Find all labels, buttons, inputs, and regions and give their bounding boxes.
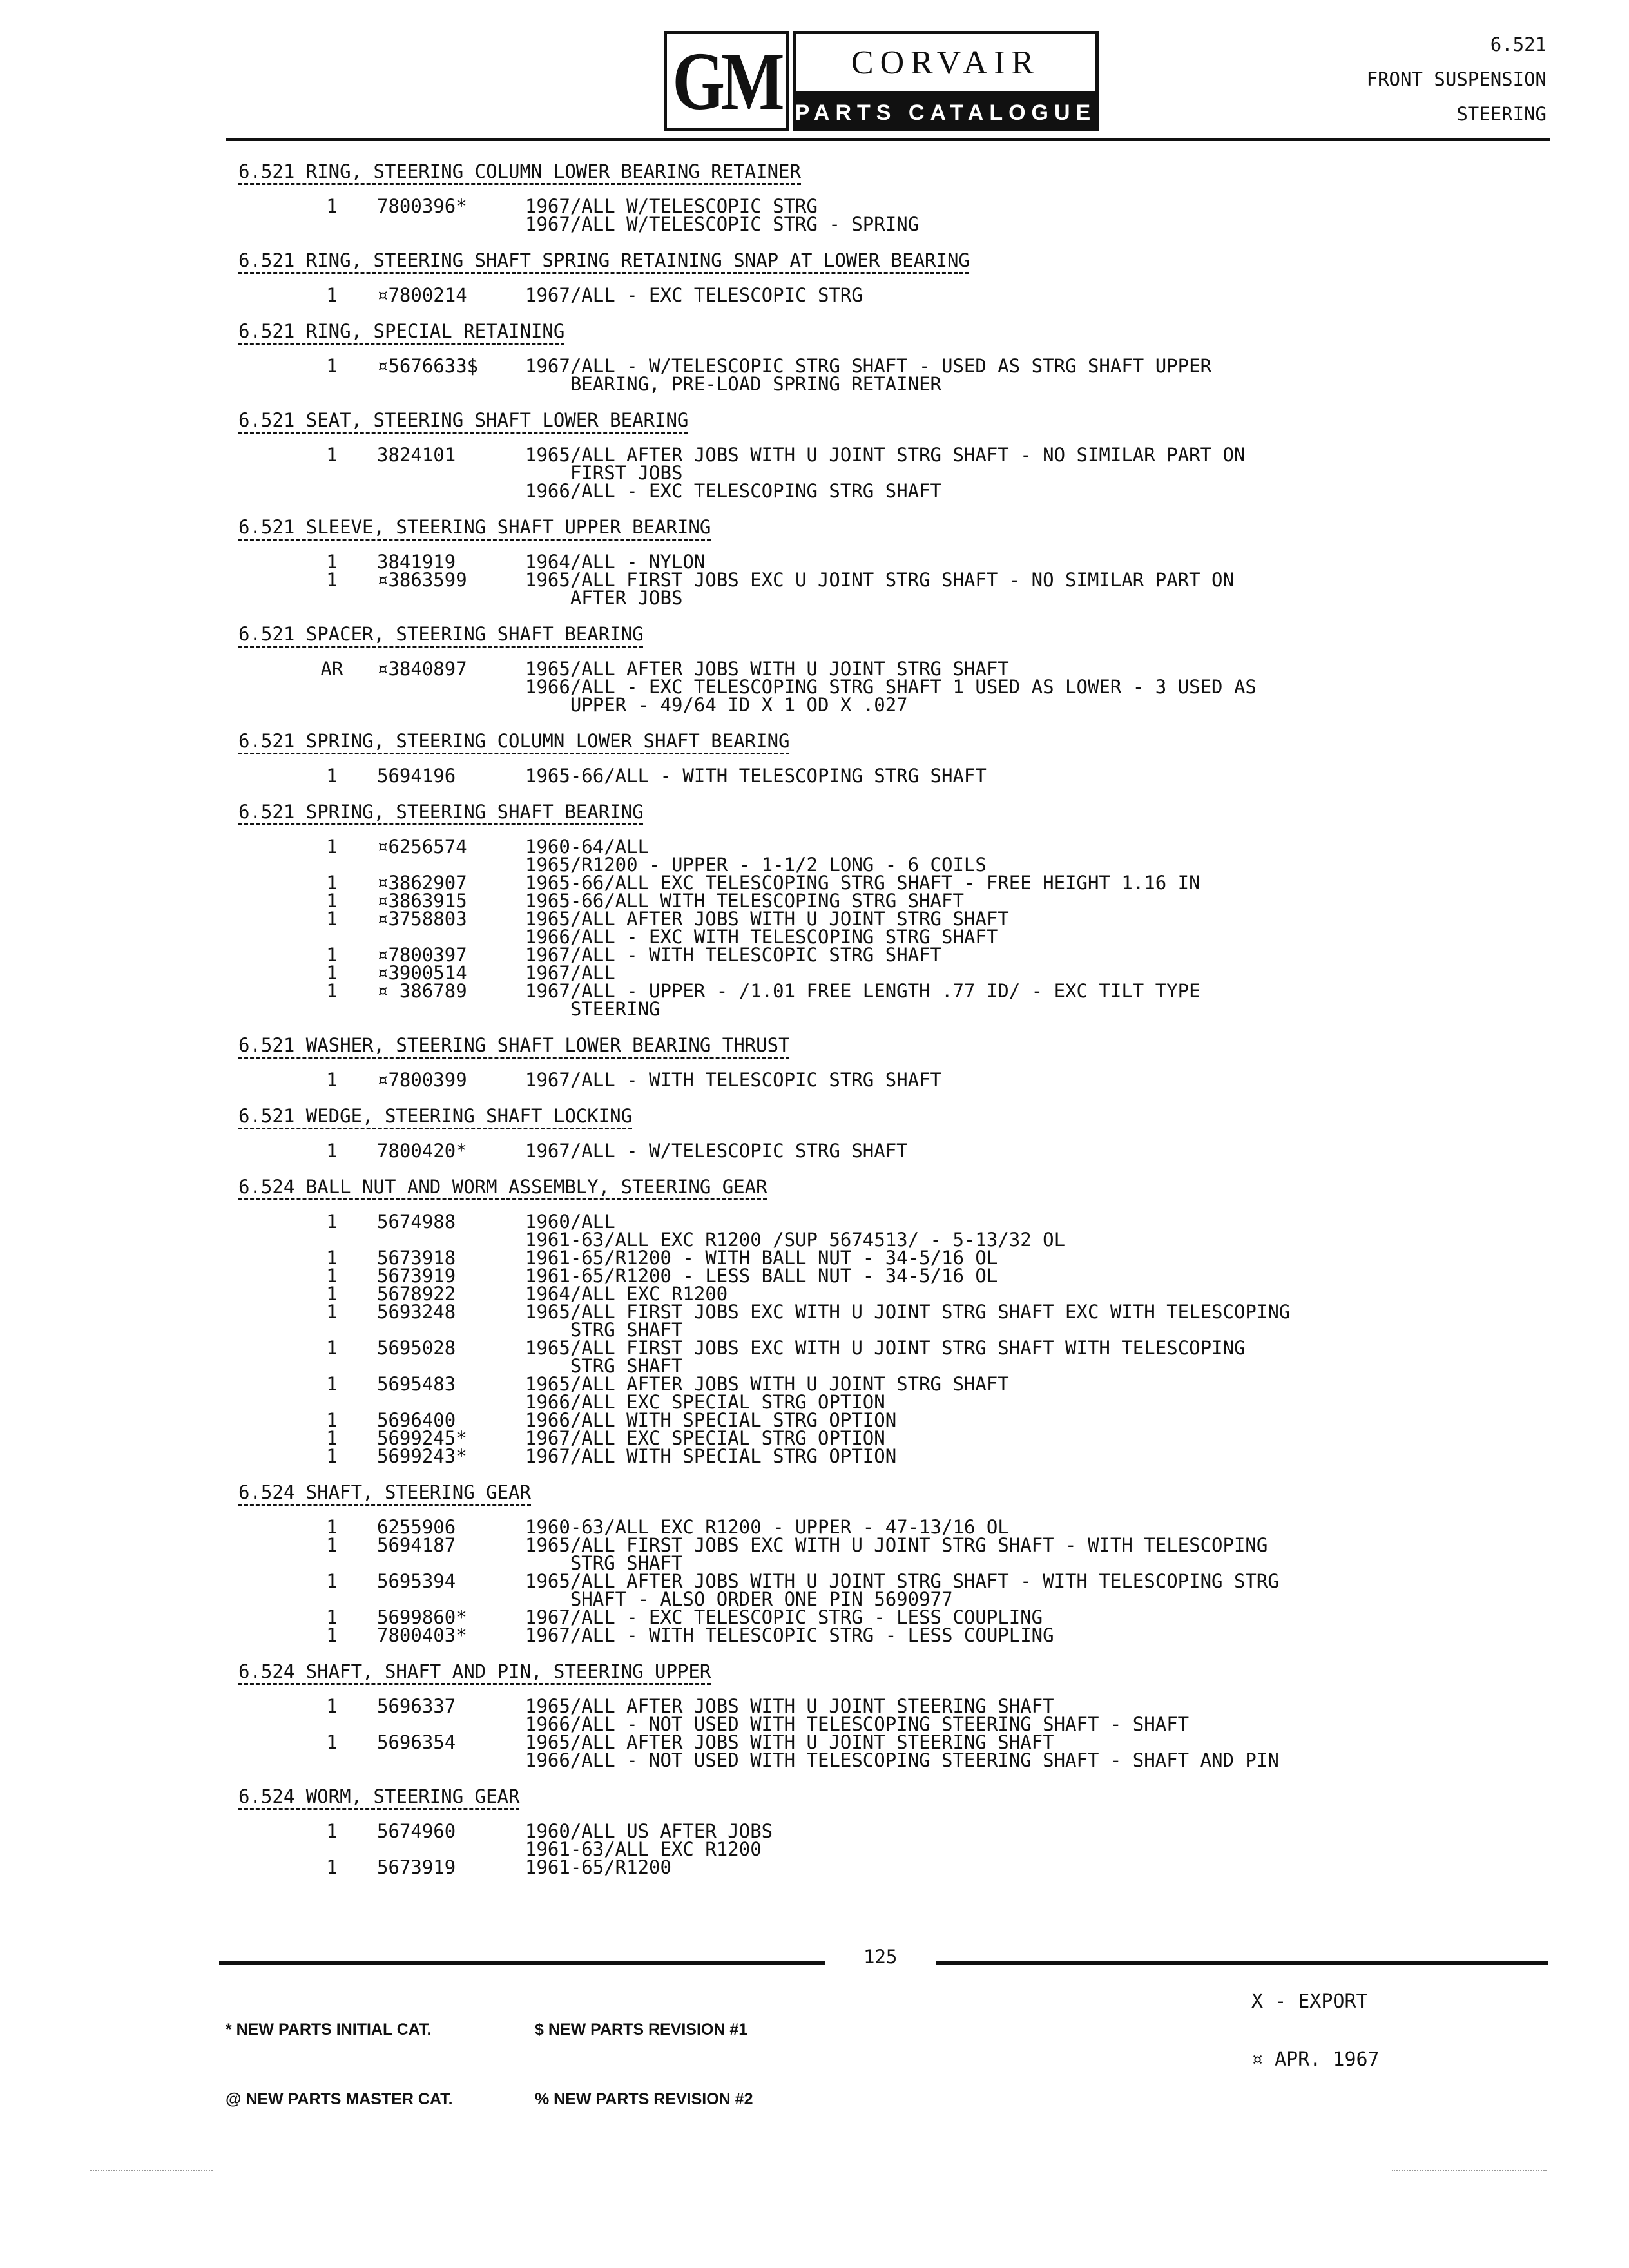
- entry-quantity: 1: [326, 1427, 338, 1449]
- entry-quantity: 1: [326, 1820, 338, 1842]
- section-underline: [238, 646, 643, 648]
- entry-description: 1965-66/ALL WITH TELESCOPING STRG SHAFT: [525, 890, 964, 912]
- entry-quantity: 1: [326, 1570, 338, 1592]
- entry-quantity: 1: [326, 1731, 338, 1753]
- entry-description: STRG SHAFT: [525, 1319, 683, 1341]
- entry-part-number: ¤7800399: [377, 1069, 467, 1091]
- entry-part-number: ¤3900514: [377, 962, 467, 984]
- entry-quantity: 1: [326, 1265, 338, 1287]
- entry-description: 1960/ALL US AFTER JOBS: [525, 1820, 773, 1842]
- entry-quantity: 1: [326, 1856, 338, 1878]
- entry-description: STRG SHAFT: [525, 1552, 683, 1574]
- entry-part-number: ¤3862907: [377, 872, 467, 894]
- entry-description: 1965/ALL AFTER JOBS WITH U JOINT STRG SHAFT - NO SIMILAR PART ON: [525, 444, 1246, 466]
- entry-description: 1966/ALL - NOT USED WITH TELESCOPING STEERING SHAFT - SHAFT AND PIN: [525, 1749, 1279, 1771]
- entry-quantity: 1: [326, 944, 338, 966]
- entry-description: 1967/ALL W/TELESCOPIC STRG: [525, 195, 818, 217]
- entry-description: 1961-63/ALL EXC R1200: [525, 1838, 762, 1860]
- legend-export-date: [1251, 1954, 1380, 2108]
- entry-quantity: 1: [326, 1069, 338, 1091]
- entry-description: STRG SHAFT: [525, 1355, 683, 1377]
- entry-part-number: ¤7800397: [377, 944, 467, 966]
- entry-quantity: 1: [326, 836, 338, 858]
- section-title: 6.521 RING, SPECIAL RETAINING: [238, 320, 565, 342]
- section-underline: [238, 1198, 767, 1200]
- entry-part-number: 5674960: [377, 1820, 456, 1842]
- entry-quantity: 1: [326, 890, 338, 912]
- section-title: 6.524 SHAFT, STEERING GEAR: [238, 1481, 531, 1503]
- entry-quantity: AR: [320, 658, 343, 680]
- entry-description: 1965/ALL AFTER JOBS WITH U JOINT STEERING SHAFT: [525, 1731, 1054, 1753]
- section-title: 6.524 BALL NUT AND WORM ASSEMBLY, STEERING GEAR: [238, 1176, 767, 1198]
- entry-part-number: ¤3758803: [377, 908, 467, 930]
- entry-part-number: 5693248: [377, 1301, 456, 1323]
- entry-quantity: 1: [326, 765, 338, 787]
- entry-quantity: 1: [326, 355, 338, 377]
- entry-part-number: 5695394: [377, 1570, 456, 1592]
- entry-description: 1967/ALL - EXC TELESCOPIC STRG - LESS COUPLING: [525, 1606, 1043, 1628]
- entry-part-number: 5673919: [377, 1856, 456, 1878]
- entry-description: 1965/ALL AFTER JOBS WITH U JOINT STRG SHAFT: [525, 658, 1009, 680]
- entry-part-number: 5673918: [377, 1247, 456, 1269]
- entry-part-number: 7800420*: [377, 1140, 467, 1162]
- entry-quantity: 1: [326, 1140, 338, 1162]
- legend-item: X - EXPORT: [1251, 1990, 1368, 2013]
- section-underline: [238, 753, 789, 754]
- scan-artifact-right: [1392, 2170, 1547, 2171]
- brand-title: CORVAIR: [851, 44, 1041, 81]
- entry-description: 1966/ALL - NOT USED WITH TELESCOPING STEERING SHAFT - SHAFT: [525, 1713, 1190, 1735]
- section-underline: [238, 1504, 531, 1506]
- entry-quantity: 1: [326, 1516, 338, 1538]
- entry-description: 1966/ALL EXC SPECIAL STRG OPTION: [525, 1391, 885, 1413]
- section-underline: [238, 1128, 632, 1129]
- entry-part-number: 5699245*: [377, 1427, 467, 1449]
- entry-description: 1965/ALL FIRST JOBS EXC WITH U JOINT STRG SHAFT WITH TELESCOPING: [525, 1337, 1246, 1359]
- section-underline: [238, 1683, 711, 1685]
- group-title: FRONT SUSPENSION: [1366, 68, 1547, 90]
- entry-description: 1960/ALL: [525, 1211, 615, 1233]
- gm-logo-box: [664, 31, 789, 131]
- catalogue-banner: [793, 94, 1099, 131]
- legend-catalogue: [226, 1972, 453, 2157]
- entry-description: 1965/ALL FIRST JOBS EXC WITH U JOINT STRG SHAFT - WITH TELESCOPING: [525, 1534, 1268, 1556]
- entry-part-number: 7800396*: [377, 195, 467, 217]
- entry-description: SHAFT - ALSO ORDER ONE PIN 5690977: [525, 1588, 953, 1610]
- entry-description: 1967/ALL WITH SPECIAL STRG OPTION: [525, 1445, 897, 1467]
- entry-quantity: 1: [326, 1445, 338, 1467]
- header-divider: [226, 138, 1550, 141]
- entry-description: 1961-63/ALL EXC R1200 /SUP 5674513/ - 5-13/32 OL: [525, 1229, 1066, 1251]
- entry-quantity: 1: [326, 195, 338, 217]
- entry-description: 1966/ALL - EXC TELESCOPING STRG SHAFT: [525, 480, 942, 502]
- gm-logo-text: GM: [672, 35, 781, 127]
- legend-item: * NEW PARTS INITIAL CAT.: [226, 2021, 432, 2039]
- entry-part-number: ¤7800214: [377, 284, 467, 306]
- entry-part-number: 5694187: [377, 1534, 456, 1556]
- entry-part-number: 5674988: [377, 1211, 456, 1233]
- group-subtitle: STEERING: [1456, 103, 1547, 125]
- entry-description: 1965-66/ALL EXC TELESCOPING STRG SHAFT - FREE HEIGHT 1.16 IN: [525, 872, 1200, 894]
- entry-quantity: 1: [326, 1373, 338, 1395]
- section-title: 6.521 SLEEVE, STEERING SHAFT UPPER BEARING: [238, 516, 711, 538]
- entry-description: 1967/ALL - EXC TELESCOPIC STRG: [525, 284, 863, 306]
- entry-description: 1967/ALL W/TELESCOPIC STRG - SPRING: [525, 213, 920, 235]
- entry-quantity: 1: [326, 1534, 338, 1556]
- entry-part-number: 5695483: [377, 1373, 456, 1395]
- scan-artifact-left: [90, 2170, 213, 2171]
- legend-revisions: [535, 1972, 753, 2157]
- entry-description: 1965/ALL FIRST JOBS EXC WITH U JOINT STRG SHAFT EXC WITH TELESCOPING: [525, 1301, 1291, 1323]
- section-title: 6.524 SHAFT, SHAFT AND PIN, STEERING UPPER: [238, 1660, 711, 1682]
- section-underline: [238, 1808, 519, 1810]
- entry-quantity: 1: [326, 1606, 338, 1628]
- section-title: 6.521 SPRING, STEERING COLUMN LOWER SHAFT BEARING: [238, 730, 790, 752]
- entry-description: UPPER - 49/64 ID X 1 OD X .027: [525, 694, 908, 716]
- entry-description: 1964/ALL EXC R1200: [525, 1283, 728, 1305]
- entry-part-number: 5694196: [377, 765, 456, 787]
- entry-description: 1964/ALL - NYLON: [525, 551, 706, 573]
- entry-description: 1965/ALL AFTER JOBS WITH U JOINT STRG SHAFT: [525, 908, 1009, 930]
- entry-description: 1966/ALL - EXC TELESCOPING STRG SHAFT 1 USED AS LOWER - 3 USED AS: [525, 676, 1257, 698]
- entry-quantity: 1: [326, 1695, 338, 1717]
- entry-part-number: ¤3863599: [377, 569, 467, 591]
- footer-divider-right: [936, 1961, 1548, 1965]
- entry-part-number: 5695028: [377, 1337, 456, 1359]
- section-title: 6.521 WASHER, STEERING SHAFT LOWER BEARING THRUST: [238, 1034, 790, 1056]
- entry-part-number: 5678922: [377, 1283, 456, 1305]
- entry-part-number: ¤ 386789: [377, 980, 467, 1002]
- entry-quantity: 1: [326, 1211, 338, 1233]
- entry-part-number: 5696337: [377, 1695, 456, 1717]
- entry-part-number: 5699243*: [377, 1445, 467, 1467]
- section-underline: [238, 432, 688, 434]
- section-title: 6.521 SEAT, STEERING SHAFT LOWER BEARING: [238, 409, 689, 431]
- entry-description: 1967/ALL: [525, 962, 615, 984]
- entry-description: 1960-63/ALL EXC R1200 - UPPER - 47-13/16 OL: [525, 1516, 1009, 1538]
- entry-part-number: 3824101: [377, 444, 456, 466]
- entry-part-number: 3841919: [377, 551, 456, 573]
- entry-description: 1961-65/R1200 - LESS BALL NUT - 34-5/16 OL: [525, 1265, 998, 1287]
- brand-box: [793, 31, 1099, 94]
- entry-description: 1967/ALL - W/TELESCOPIC STRG SHAFT: [525, 1140, 908, 1162]
- entry-description: 1966/ALL - EXC WITH TELESCOPING STRG SHAFT: [525, 926, 998, 948]
- entry-quantity: 1: [326, 962, 338, 984]
- section-title: 6.521 SPACER, STEERING SHAFT BEARING: [238, 623, 644, 645]
- entry-quantity: 1: [326, 444, 338, 466]
- page-number: 125: [863, 1946, 898, 1968]
- entry-description: 1960-64/ALL: [525, 836, 650, 858]
- entry-description: 1965/R1200 - UPPER - 1-1/2 LONG - 6 COILS: [525, 854, 987, 876]
- entry-quantity: 1: [326, 1283, 338, 1305]
- entry-description: BEARING, PRE-LOAD SPRING RETAINER: [525, 373, 942, 395]
- section-title: 6.521 RING, STEERING COLUMN LOWER BEARING RETAINER: [238, 160, 801, 182]
- entry-description: 1965-66/ALL - WITH TELESCOPING STRG SHAFT: [525, 765, 987, 787]
- section-title: 6.521 WEDGE, STEERING SHAFT LOCKING: [238, 1105, 633, 1127]
- entry-part-number: 5673919: [377, 1265, 456, 1287]
- entry-quantity: 1: [326, 1409, 338, 1431]
- section-underline: [238, 272, 969, 274]
- section-title: 6.521 RING, STEERING SHAFT SPRING RETAINING SNAP AT LOWER BEARING: [238, 249, 970, 271]
- entry-part-number: ¤3863915: [377, 890, 467, 912]
- entry-description: 1961-65/R1200 - WITH BALL NUT - 34-5/16 OL: [525, 1247, 998, 1269]
- section-underline: [238, 823, 643, 825]
- legend-item: % NEW PARTS REVISION #2: [535, 2090, 753, 2108]
- footer-divider-left: [219, 1961, 825, 1965]
- section-title: 6.521 SPRING, STEERING SHAFT BEARING: [238, 801, 644, 823]
- section-underline: [238, 1057, 789, 1059]
- entry-part-number: 5696400: [377, 1409, 456, 1431]
- entry-description: AFTER JOBS: [525, 587, 683, 609]
- entry-quantity: 1: [326, 551, 338, 573]
- entry-part-number: 6255906: [377, 1516, 456, 1538]
- section-underline: [238, 183, 801, 185]
- entry-part-number: 7800403*: [377, 1624, 467, 1646]
- entry-description: 1965/ALL FIRST JOBS EXC U JOINT STRG SHAFT - NO SIMILAR PART ON: [525, 569, 1234, 591]
- catalogue-subtitle: PARTS CATALOGUE: [795, 100, 1097, 125]
- entry-description: 1965/ALL AFTER JOBS WITH U JOINT STRG SHAFT: [525, 1373, 1009, 1395]
- entry-quantity: 1: [326, 908, 338, 930]
- catalogue-logo: [664, 31, 1102, 133]
- entry-description: 1967/ALL - WITH TELESCOPIC STRG - LESS COUPLING: [525, 1624, 1054, 1646]
- entry-quantity: 1: [326, 1337, 338, 1359]
- entry-description: 1965/ALL AFTER JOBS WITH U JOINT STRG SHAFT - WITH TELESCOPING STRG: [525, 1570, 1279, 1592]
- entry-description: 1965/ALL AFTER JOBS WITH U JOINT STEERING SHAFT: [525, 1695, 1054, 1717]
- entry-quantity: 1: [326, 1247, 338, 1269]
- entry-description: FIRST JOBS: [525, 462, 683, 484]
- entry-description: 1967/ALL - W/TELESCOPIC STRG SHAFT - USED AS STRG SHAFT UPPER: [525, 355, 1212, 377]
- entry-part-number: ¤5676633$: [377, 355, 479, 377]
- entry-part-number: 5699860*: [377, 1606, 467, 1628]
- entry-part-number: ¤6256574: [377, 836, 467, 858]
- legend-item: $ NEW PARTS REVISION #1: [535, 2021, 748, 2039]
- entry-quantity: 1: [326, 1624, 338, 1646]
- legend-item: @ NEW PARTS MASTER CAT.: [226, 2090, 453, 2108]
- entry-description: 1961-65/R1200: [525, 1856, 671, 1878]
- group-heading: [1367, 27, 1547, 131]
- entry-part-number: 5696354: [377, 1731, 456, 1753]
- entry-description: 1967/ALL - WITH TELESCOPIC STRG SHAFT: [525, 944, 942, 966]
- entry-quantity: 1: [326, 980, 338, 1002]
- section-underline: [238, 539, 711, 541]
- entry-description: 1967/ALL - UPPER - /1.01 FREE LENGTH .77 ID/ - EXC TILT TYPE: [525, 980, 1200, 1002]
- entry-part-number: ¤3840897: [377, 658, 467, 680]
- entry-description: STEERING: [525, 998, 660, 1020]
- section-underline: [238, 343, 564, 345]
- entry-description: 1967/ALL - WITH TELESCOPIC STRG SHAFT: [525, 1069, 942, 1091]
- group-number: 6.521: [1490, 34, 1547, 55]
- section-title: 6.524 WORM, STEERING GEAR: [238, 1785, 520, 1807]
- entry-quantity: 1: [326, 569, 338, 591]
- entry-description: 1967/ALL EXC SPECIAL STRG OPTION: [525, 1427, 885, 1449]
- entry-quantity: 1: [326, 1301, 338, 1323]
- entry-quantity: 1: [326, 284, 338, 306]
- entry-description: 1966/ALL WITH SPECIAL STRG OPTION: [525, 1409, 897, 1431]
- entry-quantity: 1: [326, 872, 338, 894]
- legend-item: ¤ APR. 1967: [1251, 2048, 1380, 2071]
